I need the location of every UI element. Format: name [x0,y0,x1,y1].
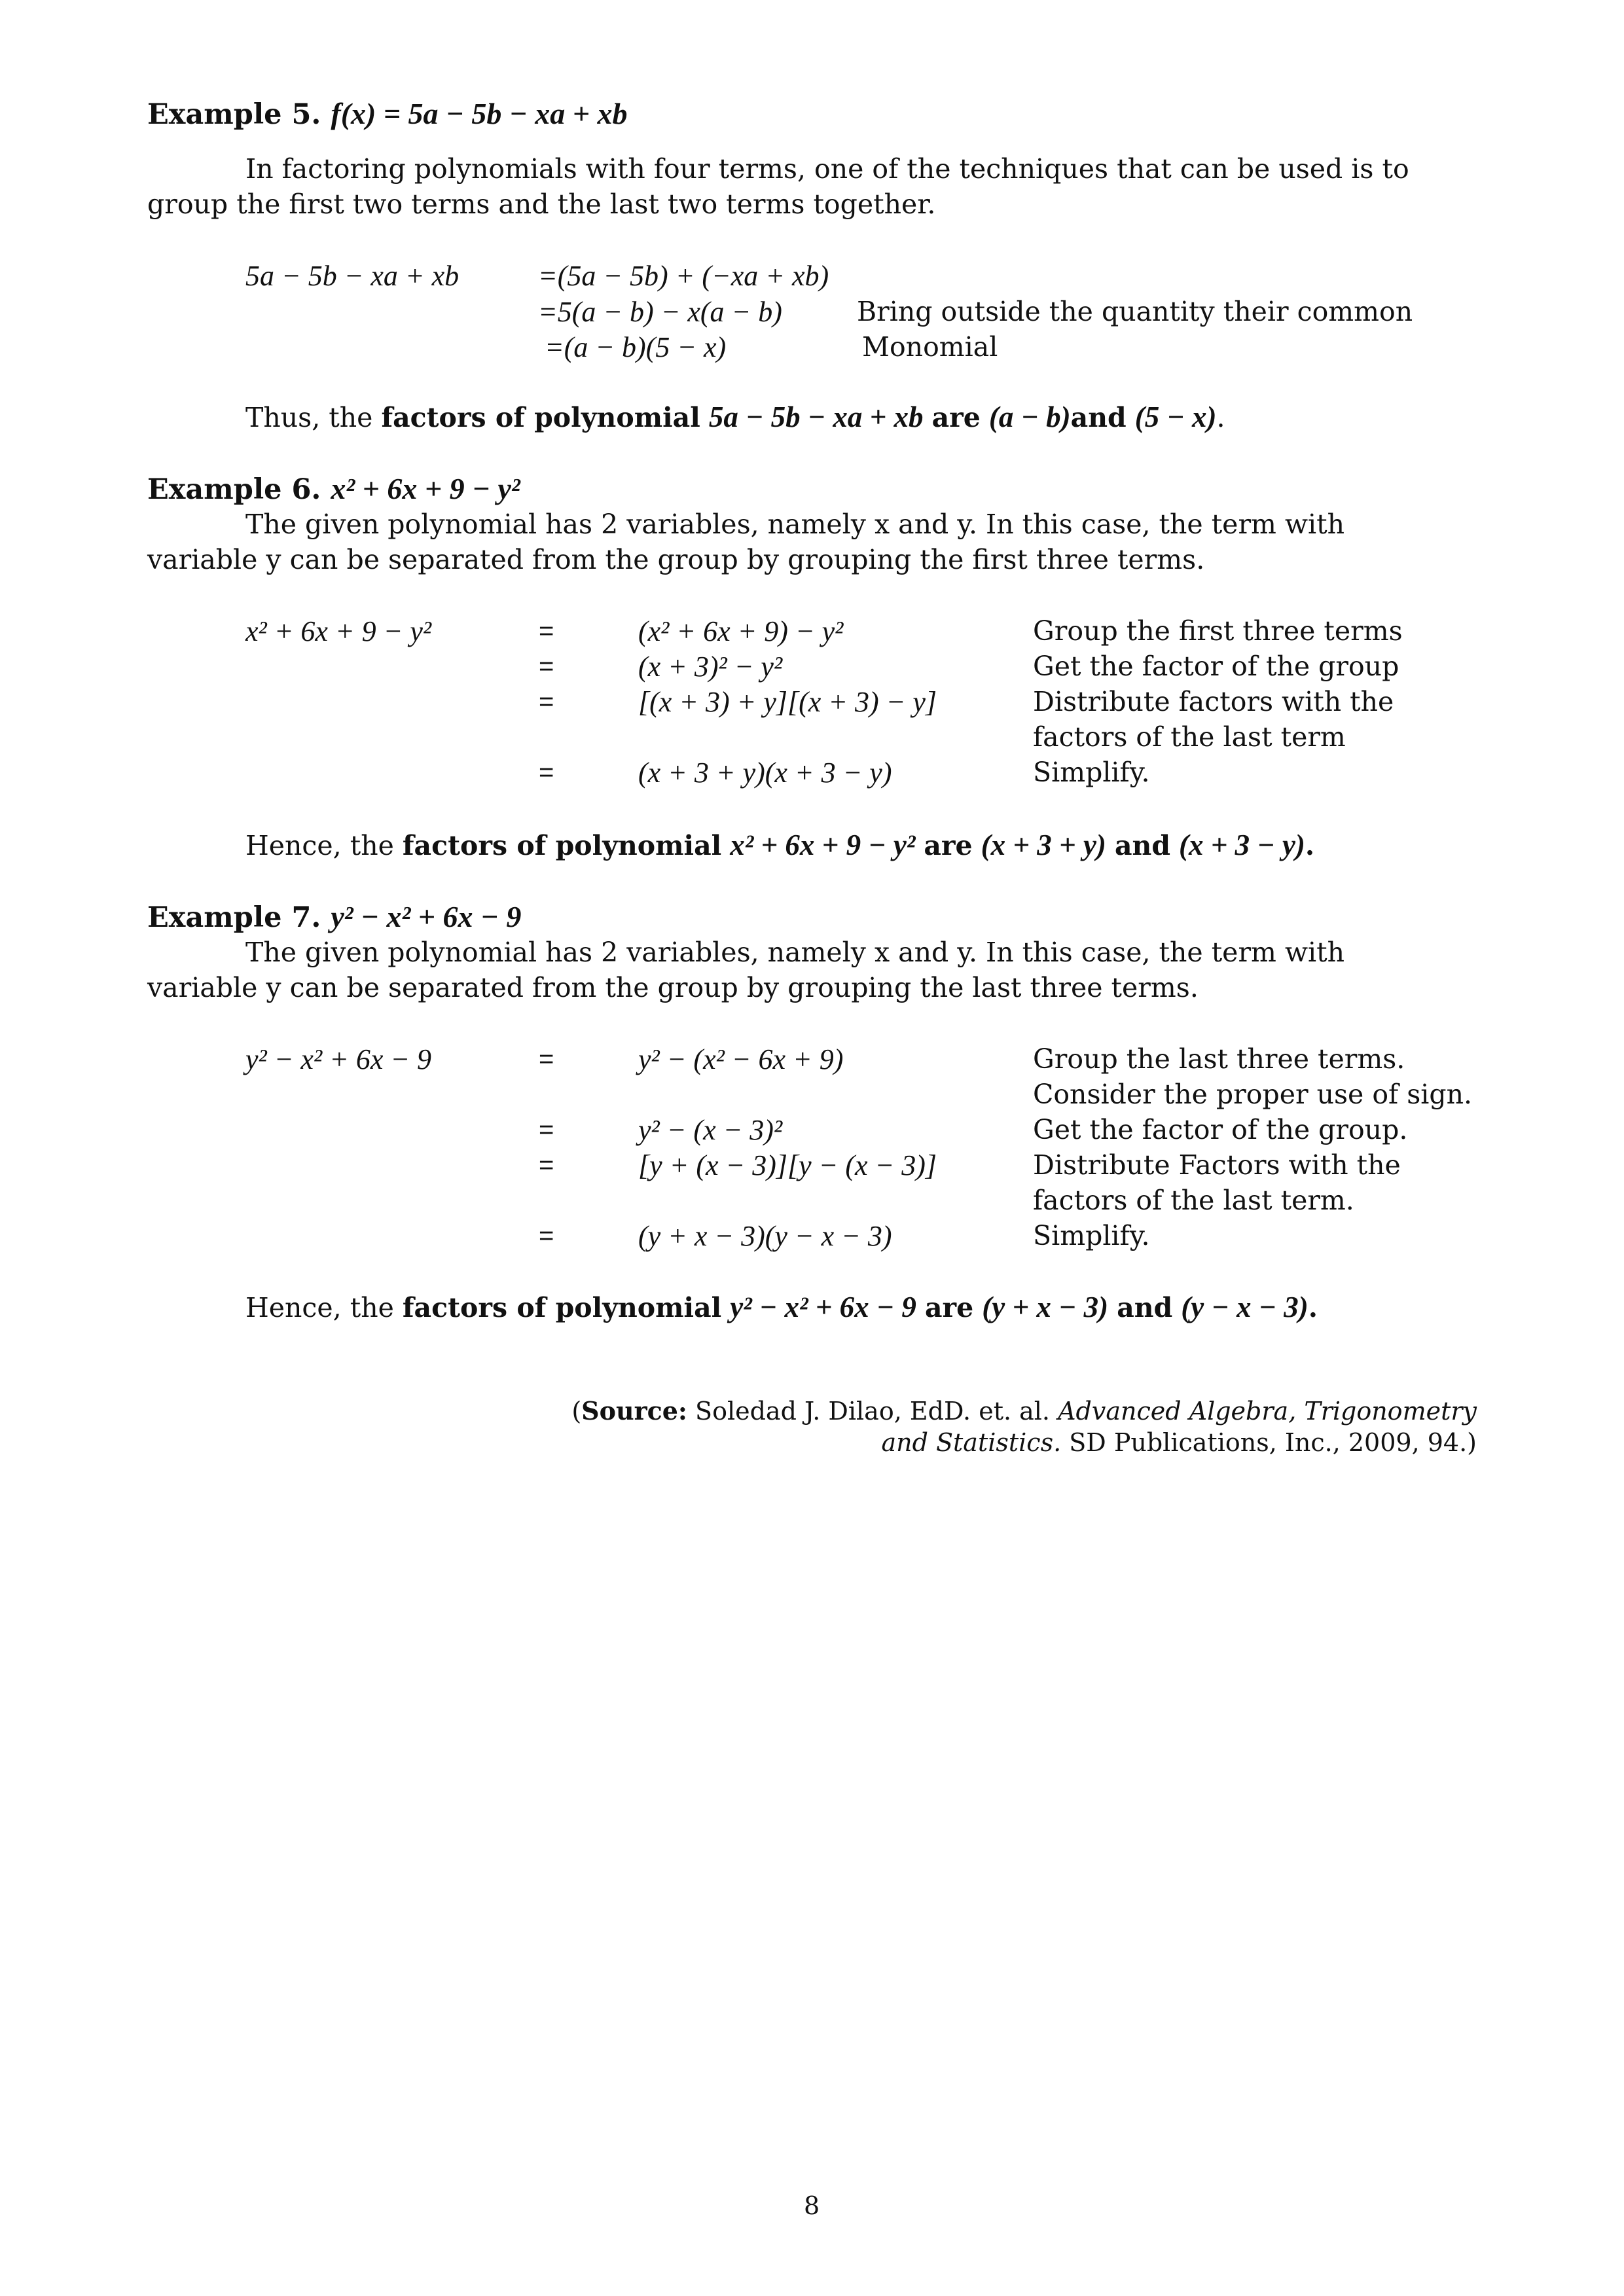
source-publisher: SD Publications, Inc., 2009, 94.) [1061,1428,1477,1457]
equals-sign: = [539,1151,554,1179]
example-7-paragraph-line-2: variable y can be separated from the group by grouping the last three terms. [147,972,1199,1003]
example-6-label: Example 6. [147,473,321,506]
example-6-conclusion [245,827,1314,864]
example-5-step-1: =(5a − 5b) + (−xa + xb) [538,260,829,292]
conclusion-and: and [1114,830,1170,861]
example-7-step-1-note-cont: Consider the proper use of sign. [1033,1079,1473,1110]
conclusion-and: and [1070,402,1127,433]
equals-sign: = [539,1045,554,1073]
example-6-step-4-expression: (x + 3 + y)(x + 3 − y) [638,757,892,789]
example-7-step-2-expression: y² − (x − 3)² [638,1114,783,1146]
example-7-step-2-note: Get the factor of the group. [1033,1114,1408,1145]
example-7-step-3-note-cont: factors of the last term. [1033,1185,1354,1216]
equals-sign: = [539,652,554,681]
example-6-step-3-note-cont: factors of the last term [1033,721,1346,753]
example-6-step-1-note: Group the first three terms [1033,615,1403,647]
example-7-conclusion [245,1289,1318,1326]
conclusion-expression: 5a − 5b − xa + xb [708,401,924,433]
page-number: 8 [804,2191,820,2220]
conclusion-prefix: Hence, the [245,830,403,861]
conclusion-factor-1: (x + 3 + y) [981,829,1106,861]
equals-sign: = [539,687,554,716]
conclusion-period: . [1308,1292,1318,1323]
source-label: Source: [581,1396,687,1426]
conclusion-bold-label: factors of polynomial [402,830,722,861]
example-7-paragraph-line-1: The given polynomial has 2 variables, namely x and y. In this case, the term with [245,937,1345,968]
conclusion-prefix: Hence, the [245,1292,403,1323]
example-7-expression: y² − x² + 6x − 9 [331,900,522,933]
conclusion-are: are [924,830,973,861]
example-6-lhs: x² + 6x + 9 − y² [245,615,432,647]
example-5-heading [147,96,628,133]
source-open-paren: ( [571,1397,582,1426]
example-5-note-line-1: Bring outside the quantity their common [857,296,1413,327]
example-7-step-4-expression: (y + x − 3)(y − x − 3) [638,1220,892,1252]
conclusion-factor-2: (5 − x) [1134,401,1217,433]
equals-sign: = [539,1221,554,1250]
conclusion-period: . [1305,830,1315,861]
example-5-label: Example 5. [147,98,321,131]
example-6-step-3-note: Distribute factors with the [1033,686,1394,717]
source-title-part-2: and Statistics. [881,1428,1062,1457]
example-6-step-3-expression: [(x + 3) + y][(x + 3) − y] [638,686,937,718]
conclusion-factor-1: (a − b) [988,401,1071,433]
conclusion-factor-1: (y + x − 3) [982,1291,1109,1323]
conclusion-bold-label: factors of polynomial [402,1292,722,1323]
conclusion-prefix: Thus, the [245,402,382,433]
conclusion-and: and [1117,1292,1173,1323]
example-7-heading [147,899,521,936]
example-6-step-4-note: Simplify. [1033,757,1150,788]
example-7-lhs: y² − x² + 6x − 9 [245,1043,432,1075]
example-5-step-3: =(a − b)(5 − x) [545,331,727,363]
example-5-paragraph-line-2: group the first two terms and the last two terms together. [147,188,936,220]
example-7-step-1-note: Group the last three terms. [1033,1043,1405,1075]
example-6-step-2-note: Get the factor of the group [1033,651,1399,682]
example-7-step-3-expression: [y + (x − 3)][y − (x − 3)] [638,1149,937,1181]
equals-sign: = [539,1115,554,1144]
example-5-step-2: =5(a − b) − x(a − b) [538,296,782,328]
example-7-step-1-expression: y² − (x² − 6x + 9) [638,1043,844,1075]
conclusion-expression: x² + 6x + 9 − y² [730,829,916,861]
example-6-expression: x² + 6x + 9 − y² [331,472,520,505]
conclusion-factor-2: (x + 3 − y) [1179,829,1305,861]
example-7-label: Example 7. [147,901,321,934]
example-7-step-3-note: Distribute Factors with the [1033,1149,1401,1181]
example-6-heading [147,471,520,508]
conclusion-are: are [924,1292,974,1323]
conclusion-bold-label: factors of polynomial [381,402,700,433]
source-citation [571,1395,1477,1458]
example-5-conclusion [245,399,1225,436]
source-line-2 [571,1427,1477,1458]
example-5-paragraph-line-1: In factoring polynomials with four terms, one of the techniques that can be used is to [245,153,1409,185]
example-6-paragraph-line-1: The given polynomial has 2 variables, namely x and y. In this case, the term with [245,509,1345,540]
example-5-lhs: 5a − 5b − xa + xb [245,260,460,292]
conclusion-period: . [1216,402,1225,433]
source-title-part-1: Advanced Algebra, Trigonometry [1058,1397,1477,1426]
example-6-step-2-expression: (x + 3)² − y² [638,651,783,683]
conclusion-factor-2: (y − x − 3) [1181,1291,1308,1323]
equals-sign: = [539,758,554,787]
example-5-expression: f(x) = 5a − 5b − xa + xb [331,97,628,130]
example-7-step-4-note: Simplify. [1033,1220,1150,1251]
source-line-1 [571,1395,1477,1427]
conclusion-expression: y² − x² + 6x − 9 [730,1291,916,1323]
conclusion-are: are [931,402,981,433]
source-authors: Soledad J. Dilao, EdD. et. al. [687,1397,1058,1426]
example-6-paragraph-line-2: variable y can be separated from the group by grouping the first three terms. [147,544,1205,575]
example-6-step-1-expression: (x² + 6x + 9) − y² [638,615,844,647]
equals-sign: = [539,617,554,645]
example-5-note-line-2: Monomial [862,331,998,363]
